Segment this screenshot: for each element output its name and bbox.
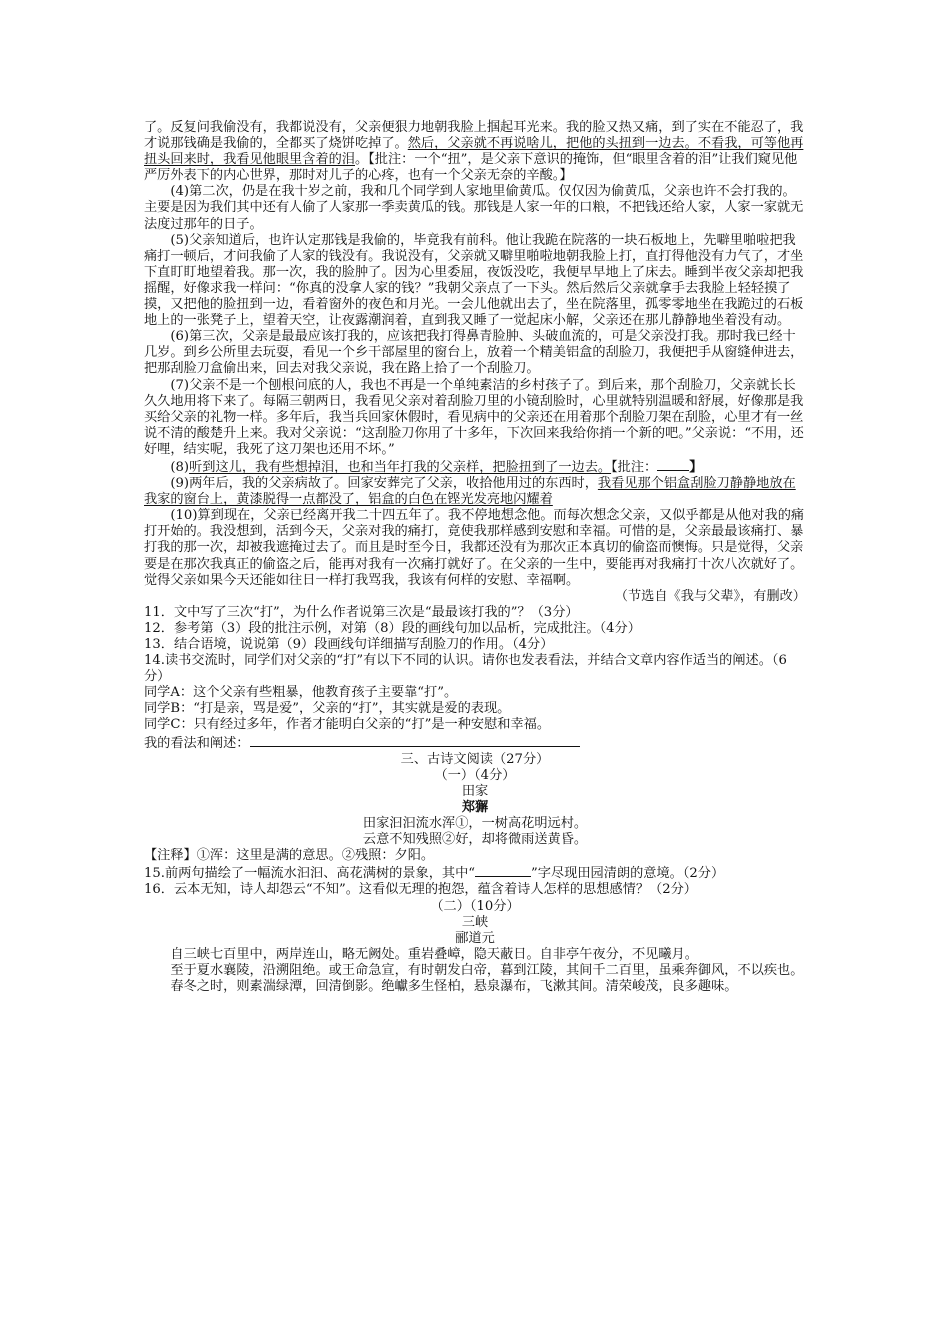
prose-paragraph-3: 春冬之时，则素湍绿潭，回清倒影。绝巘多生怪柏，悬泉瀑布，飞漱其间。清荣峻茂，良多趣味。 [170, 978, 738, 994]
my-view-line: 我的看法和阐述： [144, 734, 806, 752]
underlined-sentence-3: 然后，父亲就不再说啥儿，把他的头扭到一边去。不看我，可等他再扭头回来时，我看见他眼里含着的泪 [144, 136, 804, 168]
prose-paragraph-1: 自三峡七百里中，两岸连山，略无阙处。重岩叠嶂，隐天蔽日。自非亭午夜分，不见曦月。 [170, 946, 698, 962]
paragraph-8: (8)听到这儿，我有些想掉泪，也和当年打我的父亲样，把脸扭到了一边去。【批注： 】 [170, 459, 703, 475]
annotation-example: 。【批注：一个“扭”，是父亲下意识的掩饰，但“眼里含着的泪”让我们窥见他严厉外表下的内心世界，那时对儿子的心疼，也有一个父亲无奈的辛酸。】 [144, 152, 798, 184]
paragraph-9: (9)两年后，我的父亲病故了。回家安葬完了父亲，收拾他用过的东西时，我看见那个铝盒刮脸刀静静地放在我家的窗台上，黄漆脱得一点都没了，铝盒的白色在铿光发亮地闪耀着 [144, 476, 796, 508]
student-a-view: 同学A：这个父亲有些粗暴，他教育孩子主要靠“打”。 [144, 685, 458, 701]
paragraph-6: (6)第三次，父亲是最最应该打我的，应该把我打得鼻青脸肿、头破血流的，可是父亲没打我。那时我已经十几岁。到乡公所里去玩耍，看见一个乡干部屋里的窗台上，放着一个精美铝盒的刮脸刀，我便把手从窗缝伸进去，把那刮脸刀盒偷出来，回去对我父亲说，我在路上拾了一个刮脸刀。 [144, 329, 804, 377]
source-note: （节选自《我与父辈》，有删改） [614, 588, 806, 604]
exam-page [144, 120, 806, 995]
prose-title: 三峡 [461, 914, 489, 930]
prose-paragraph-2: 至于夏水襄陵，沿溯阻绝。或王命急宣，有时朝发白帝，暮到江陵，其间千二百里，虽乘奔御风，不以疾也。 [170, 962, 804, 978]
subsection-1-title: （一）（4分） [434, 767, 516, 783]
underlined-sentence-9: 我看见那个铝盒刮脸刀静静地放在我家的窗台上，黄漆脱得一点都没了，铝盒的白色在铿光发亮地闪耀着 [144, 476, 796, 508]
my-view-answer-blank[interactable] [250, 734, 580, 747]
question-11: 11．文中写了三次“打”，为什么作者说第三次是“最最该打我的”？（3分） [144, 604, 579, 620]
prose-author: 郦道元 [455, 930, 495, 946]
poem-notes: 【注释】①浑：这里是满的意思。②残照：夕阳。 [144, 848, 435, 864]
paragraph-5: (5)父亲知道后，也许认定那钱是我偷的，毕竟我有前科。他让我跪在院落的一块石板地上，先噼里啪啦把我痛打一顿后，才问我偷了人家的钱没有。我说没有，父亲就又噼里啪啦地朝我脸上打，直打得他没有力气了，才坐下直盯盯地望着我。那一次，我的脸肿了。因为心里委屈，夜饭没吃，我便早早地上了床去。睡到半夜父亲却把我摇醒，好像求我一样问：“你真的没拿人家的钱？”我朝父亲点了一下头。然后然后父亲就拿手去我脸上轻轻摸了摸，又把他的脸扭到一边，看着窗外的夜色和月光。一会儿他就出去了，坐在院落里，孤零零地坐在我跪过的石板地上的一张凳子上，望着天空，让夜露潮润着，直到我又睡了一觉起床小解，父亲还在那儿静静地坐着没有动。 [144, 232, 804, 329]
annotation-blank[interactable] [657, 458, 689, 471]
section-3-title: 三、古诗文阅读（27分） [400, 751, 550, 767]
student-b-view: 同学B：“打是亲，骂是爱”，父亲的“打”，其实就是爱的表现。 [144, 701, 511, 717]
question-16: 16．云本无知，诗人却怨云“不知”。这看似无理的抱怨，蕴含着诗人怎样的思想感情？（2分） [144, 882, 697, 898]
poem-line-2: 云意不知残照②好，却将微雨送黄昏。 [362, 832, 588, 848]
poem-line-1: 田家汩汩流水浑①，一树高花明远村。 [362, 816, 588, 832]
paragraph-4: (4)第二次，仍是在我十岁之前，我和几个同学到人家地里偷黄瓜。仅仅因为偷黄瓜，父亲也许不会打我的。主要是因为我们其中还有人偷了人家那一季卖黄瓜的钱。那钱是人家一年的口粮，不把钱还给人家，人家一家就无法度过那年的日子。 [144, 184, 804, 232]
question-13: 13．结合语境，说说第（9）段画线句详细描写刮脸刀的作用。（4分） [144, 637, 554, 652]
poem-author: 郑獬 [461, 799, 489, 815]
question-14: 14.读书交流时，同学们对父亲的“打”有以下不同的认识。请你也发表看法，并结合文章内容作适当的阐述。（6分） [144, 653, 787, 685]
question-15: 15.前两句描绘了一幅流水汩汩、高花满树的景象，其中“ ”字尽现田园清朗的意境。（2分） [144, 866, 725, 882]
q15-answer-blank[interactable] [475, 864, 531, 877]
paragraph-10: (10)算到现在，父亲已经离开我二十四五年了。我不停地想念他。而每次想念父亲，又似乎都是从他对我的痛打开始的。我没想到，活到今天，父亲对我的痛打，竟使我那样感到安慰和幸福。可惜的是，父亲最最该痛打、暴打我的那一次，却被我遮掩过去了。而且是时至今日，我都还没有为那次正本真切的偷盗而懊悔。只是觉得，父亲要是在那次我真正的偷盗之后，能再对我有一次痛打就好了。在父亲的一生中，要能再对我痛打十次八次就好了。觉得父亲如果今天还能如往日一样打我骂我，我该有何样的安慰、幸福啊。 [144, 508, 805, 588]
paragraph-3-continued: 了。反复问我偷没有，我都说没有，父亲便狠力地朝我脸上掴起耳光来。我的脸又热又痛，到了实在不能忍了，我才说那钱确是我偷的，全都买了烧饼吃掉了。然后，父亲就不再说啥儿，把他的头扭到一边去。不看我，可等他再扭头回来时，我看见他眼里含着的泪。【批注：一个“扭”，是父亲下意识的掩饰，但“眼里含着的泪”让我们窥见他严厉外表下的内心世界，那时对儿子的心疼，也有一个父亲无奈的辛酸。】 [144, 120, 804, 184]
paragraph-7: (7)父亲不是一个刨根问底的人，我也不再是一个单纯素洁的乡村孩子了。到后来，那个刮脸刀，父亲就长长久久地用将下来了。每隔三朝两日，我看见父亲对着刮脸刀里的小镜刮脸时，心里就特别温暖和舒展，好像那是我买给父亲的礼物一样。多年后，我当兵回家休假时，看见病中的父亲还在用着那个刮脸刀架在刮脸，心里才有一丝说不清的酸楚升上来。我对父亲说：“这刮脸刀你用了十多年，下次回来我给你捎一个新的吧。”父亲说：“不用，还好哩，结实呢，我死了这刀架也还用不坏。” [144, 377, 804, 457]
question-12: 12．参考第（3）段的批注示例，对第（8）段的画线句加以品析，完成批注。（4分） [144, 620, 641, 636]
student-c-view: 同学C：只有经过多年，作者才能明白父亲的“打”是一种安慰和幸福。 [144, 717, 551, 733]
underlined-sentence-8: 听到这儿，我有些想掉泪，也和当年打我的父亲样，把脸扭到了一边去。 [189, 459, 612, 475]
subsection-2-title: （二）（10分） [430, 898, 520, 914]
poem-title: 田家 [461, 783, 489, 799]
